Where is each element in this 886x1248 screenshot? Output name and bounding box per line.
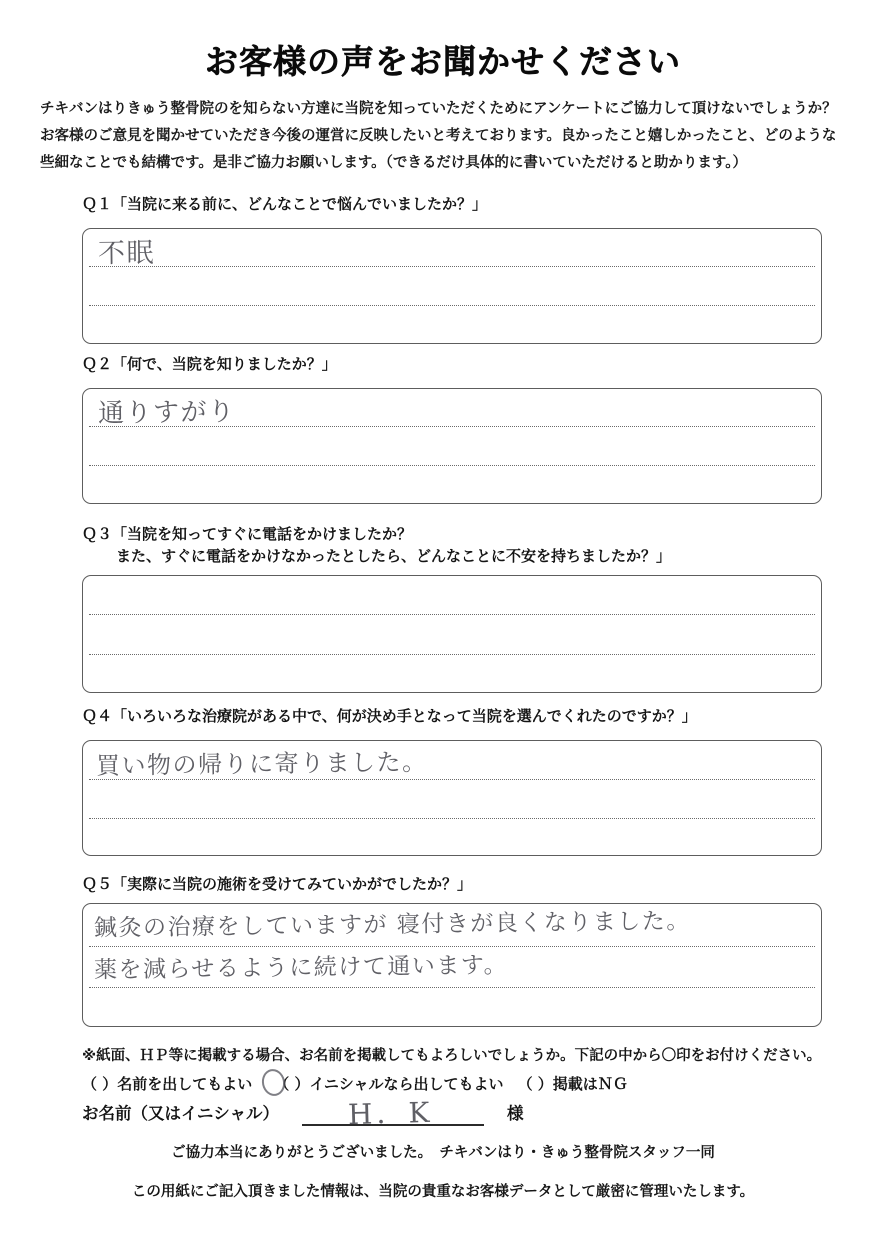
answer-rule xyxy=(89,987,815,988)
intro-line-1: チキバンはりきゅう整骨院のを知らない方達に当院を知っていただくためにアンケートにご協力して頂けないでしょうか？ xyxy=(40,101,837,117)
name-field-label: お名前（又はイニシャル） xyxy=(82,1104,280,1123)
name-field-suffix: 様 xyxy=(507,1104,524,1123)
intro-paragraph xyxy=(40,96,852,177)
handwritten-answer-q2: 通りすがり xyxy=(97,397,236,429)
answer-box-q1[interactable] xyxy=(82,228,822,344)
footer-thanks: ご協力本当にありがとうございました。 チキバンはり・きゅう整骨院スタッフ一同 xyxy=(171,1145,715,1161)
question-label-q4: Ｑ４「いろいろな治療院がある中で、何が決め手となって当院を選んでくれたのですか？」 xyxy=(82,707,697,725)
answer-rule xyxy=(89,614,815,615)
question-label-q2: Ｑ２「何で、当院を知りましたか？」 xyxy=(82,355,337,373)
answer-rule xyxy=(89,465,815,466)
consent-option-initials-ok[interactable]: （ ）イニシャルなら出してもよい xyxy=(274,1075,504,1093)
page-title: お客様の声をお聞かせください xyxy=(205,42,681,81)
answer-rule xyxy=(89,818,815,819)
footer-privacy: この用紙にご記入頂きました情報は、当院の貴重なお客様データとして厳密に管理いたします。 xyxy=(131,1184,755,1200)
question-label-q1: Ｑ１「当院に来る前に、どんなことで悩んでいましたか？」 xyxy=(82,195,488,213)
consent-options-row xyxy=(82,1073,628,1094)
question-label-q3 xyxy=(82,523,671,567)
intro-line-3: 些細なことでも結構です。是非ご協力お願いします。（できるだけ具体的に書いていただけると助かります。） xyxy=(40,155,748,171)
consent-option-name-ok[interactable]: （ ）名前を出してもよい xyxy=(82,1075,253,1093)
answer-rule xyxy=(89,654,815,655)
question-label-q3-line1: Ｑ３「当院を知ってすぐに電話をかけましたか？ xyxy=(82,525,413,543)
handwritten-name-value: H．K xyxy=(347,1095,434,1132)
intro-line-2: お客様のご意見を聞かせていただき今後の運営に反映したいと考えております。良かったこと嬉しかったこと、どのような xyxy=(40,128,837,144)
handwritten-answer-q4: 買い物の帰りに寄りました。 xyxy=(95,747,428,781)
question-label-q5: Ｑ５「実際に当院の施術を受けてみていかがでしたか？」 xyxy=(82,875,473,893)
question-label-q3-line2: また、すぐに電話をかけなかったとしたら、どんなことに不安を持ちましたか？」 xyxy=(116,547,672,565)
handwritten-answer-q1: 不眠 xyxy=(97,237,156,270)
answer-box-q3[interactable] xyxy=(82,575,822,693)
consent-option-no-publish[interactable]: （ ）掲載はＮＧ xyxy=(517,1075,628,1093)
handwritten-answer-q5-line2: 薬を減らせるように続けて通います。 xyxy=(93,952,509,984)
consent-notice: ※紙面、ＨＰ等に掲載する場合、お名前を掲載してもよろしいでしょうか。下記の中から〇印をお付けください。 xyxy=(82,1048,822,1064)
answer-rule xyxy=(89,305,815,306)
handwritten-answer-q5-line1: 鍼灸の治療をしていますが 寝付きが良くなりました。 xyxy=(93,908,691,942)
answer-rule xyxy=(89,266,815,267)
